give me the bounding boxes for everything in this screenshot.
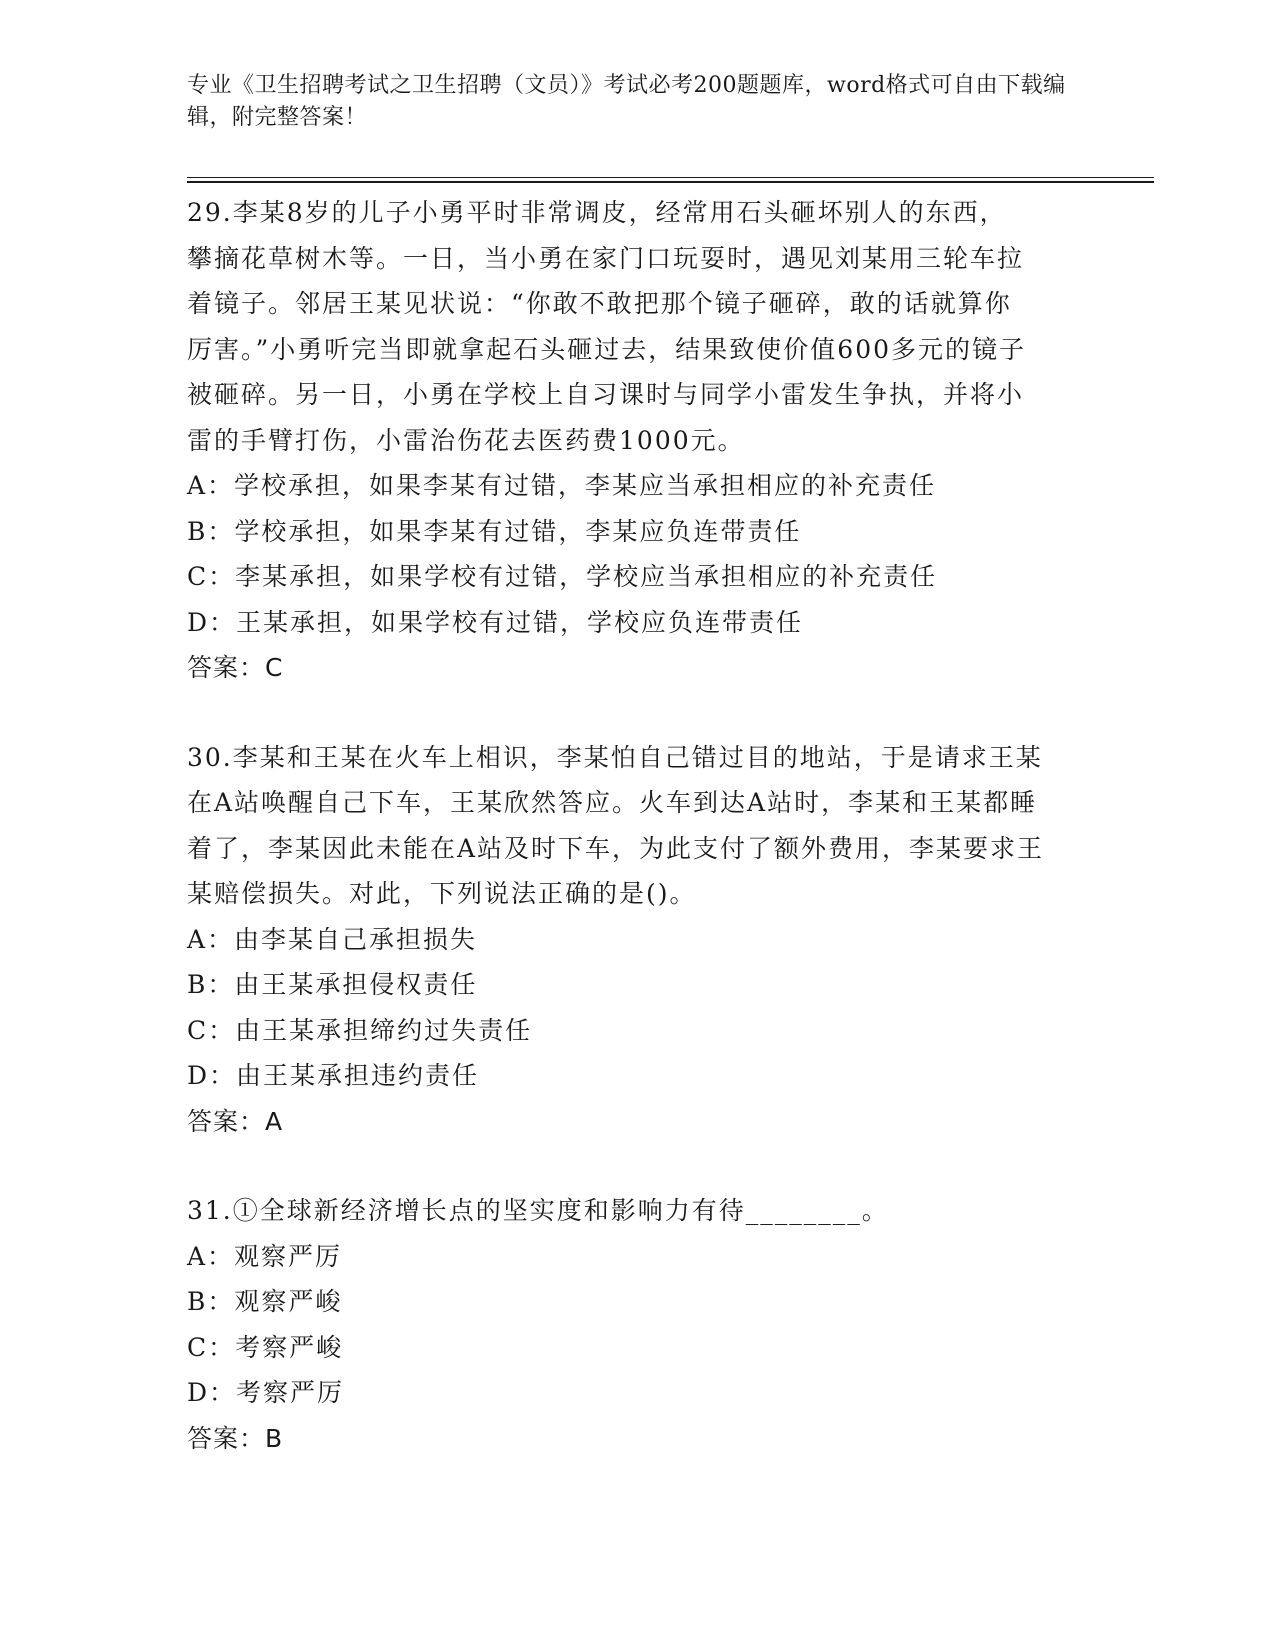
answer-text: 答案：A [187,1106,284,1136]
option-a: A：学校承担，如果李某有过错，李某应当承担相应的补充责任 [187,471,937,500]
option-a: A：由李某自己承担损失 [187,924,478,954]
option-c: C：李某承担，如果学校有过错，学校应当承担相应的补充责任 [187,562,938,591]
header-divider-thin [187,177,1154,178]
question-stem: 31.①全球新经济增长点的坚实度和影响力有待________。 [187,1196,889,1225]
option-d: D：考察严厉 [187,1378,345,1407]
header-divider-thick [187,181,1154,183]
option-b: B：学校承担，如果李某有过错，李某应负连带责任 [187,516,802,546]
question-31 [187,1188,1067,1461]
question-stem: 29.李某8岁的儿子小勇平时非常调皮，经常用石头砸坏别人的东西，攀摘花草树木等。一日，当小勇在家门口玩耍时，遇见刘某用三轮车拉着镜子。邻居王某见状说：“你敢不敢把那个镜子砸碎，敢的话就算你厉害。”小勇听完当即就拿起石头砸过去，结果致使价值600多元的镜子被砸碎。另一日，小勇在学校上自习课时与同学小雷发生争执，并将小雷的手臂打伤，小雷治伤花去医药费1000元。 [187,198,1027,455]
question-30 [187,735,1067,1145]
option-a: A：观察严厉 [187,1241,343,1271]
option-c: C：由王某承担缔约过失责任 [187,1015,533,1045]
option-c: C：考察严峻 [187,1332,344,1362]
question-stem: 30.李某和王某在火车上相识，李某怕自己错过目的地站，于是请求王某在A站唤醒自己下车，王某欣然答应。火车到达A站时，李某和王某都睡着了，李某因此未能在A站及时下车，为此支付了额外费用，李某要求王某赔偿损失。对此，下列说法正确的是()。 [187,742,1045,908]
document-header: 专业《卫生招聘考试之卫生招聘（文员）》考试必考200题题库，word格式可自由下载编辑，附完整答案！ [187,73,1066,130]
question-list [187,190,1067,1505]
answer-text: 答案：B [187,1423,284,1453]
option-d: D：王某承担，如果学校有过错，学校应负连带责任 [187,607,804,637]
question-29 [187,190,1067,691]
option-d: D：由王某承担违约责任 [187,1061,480,1090]
option-b: B：观察严峻 [187,1287,343,1316]
answer-text: 答案：C [187,653,284,682]
option-b: B：由王某承担侵权责任 [187,970,478,999]
